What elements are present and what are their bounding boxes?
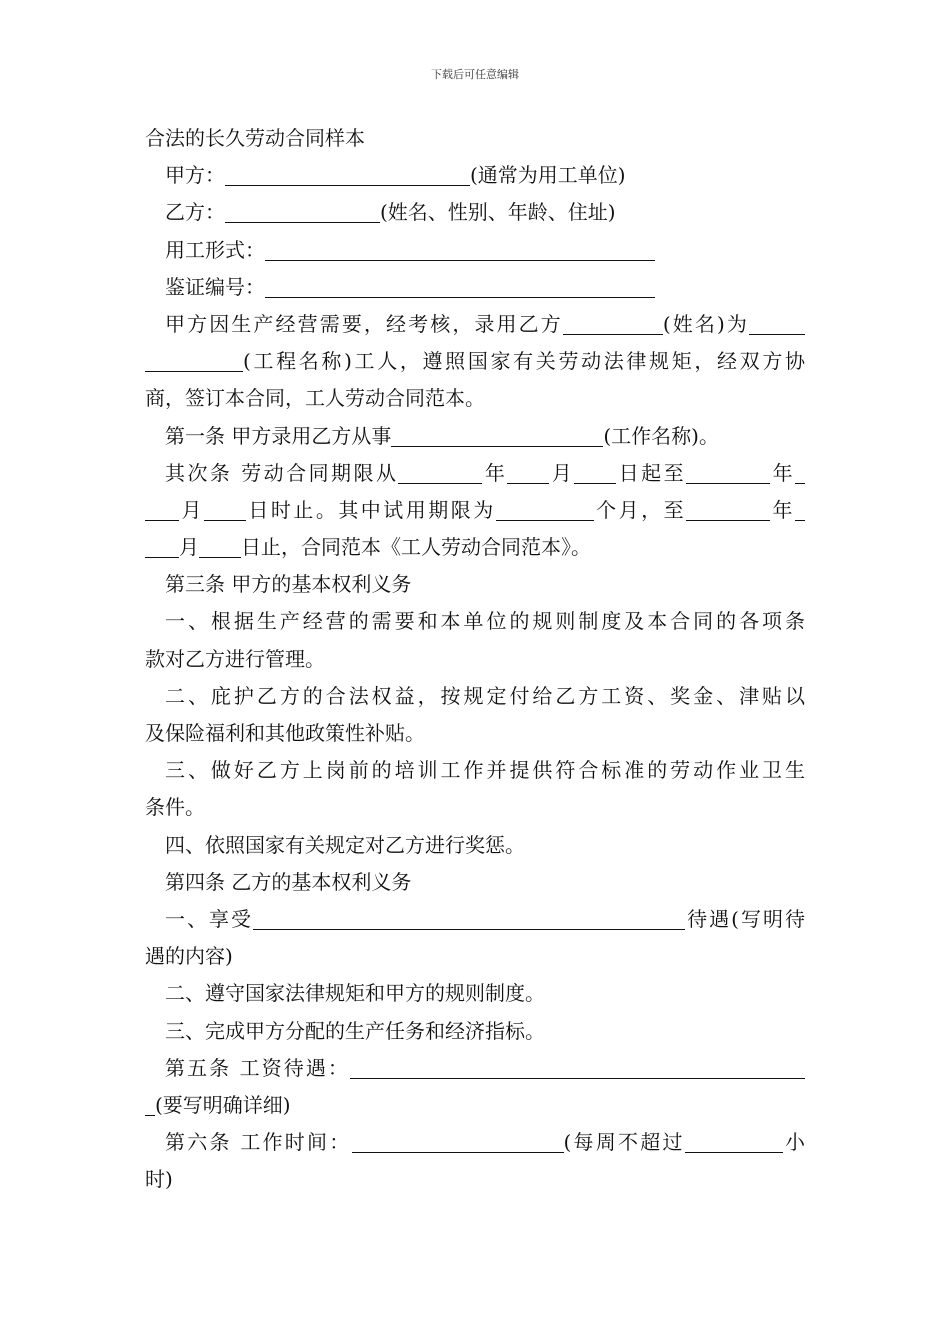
- article-1-line: [145, 418, 805, 455]
- article-3-item-1a: 一、根据生产经营的需要和本单位的规则制度及本合同的各项条: [165, 609, 805, 634]
- end-month-blank-a[interactable]: [795, 461, 805, 484]
- party-b-blank[interactable]: [225, 200, 380, 223]
- benefits-blank[interactable]: [253, 907, 685, 930]
- employment-form-line: [145, 232, 805, 269]
- probation-end-day-blank[interactable]: [199, 535, 241, 558]
- party-b-line: [145, 194, 805, 231]
- intro-line-2: [145, 343, 805, 380]
- article-5-label: 第五条 工资待遇：: [165, 1055, 350, 1080]
- party-b-note: (姓名、性别、年龄、住址): [380, 200, 616, 225]
- article-4-item-3: 三、完成甲方分配的生产任务和经济指标。: [165, 1018, 545, 1043]
- article-4-item-1a: [145, 901, 805, 938]
- article-1-note: (工作名称)。: [603, 423, 719, 448]
- year-label: 年: [770, 497, 796, 522]
- article-2-line-2: [145, 492, 805, 529]
- intro-text-3: (工程名称)工人，遵照国家有关劳动法律规矩，经双方协: [243, 349, 805, 374]
- project-name-blank-a[interactable]: [749, 312, 805, 335]
- article-4-item-1-post: 待遇(写明待: [685, 906, 805, 931]
- article-3-item-1b: 款对乙方进行管理。: [145, 646, 325, 671]
- article-3-item-2b: 及保险福利和其他政策性补贴。: [145, 721, 425, 745]
- intro-text-2: (姓名)为: [662, 311, 750, 336]
- article-5-note: (要写明确详细): [155, 1092, 291, 1117]
- party-a-line: [145, 157, 805, 194]
- year-label: 年: [770, 460, 796, 485]
- probation-months-blank[interactable]: [496, 498, 594, 521]
- article-1-text: 第一条 甲方录用乙方从事: [165, 423, 392, 448]
- article-5-line-1: [145, 1050, 805, 1087]
- month-label: 月: [549, 460, 575, 485]
- article-6-label: 第六条 工作时间：: [165, 1130, 352, 1155]
- party-a-note: (通常为用工单位): [470, 163, 626, 188]
- party-a-blank[interactable]: [225, 163, 470, 186]
- verification-no-blank[interactable]: [265, 275, 655, 298]
- article-3-item-3a: 三、做好乙方上岗前的培训工作并提供符合标准的劳动作业卫生: [165, 758, 805, 783]
- weekly-hours-blank[interactable]: [685, 1130, 783, 1153]
- article-6-note: (每周不超过: [563, 1130, 685, 1155]
- end-month-blank-b[interactable]: [145, 498, 179, 521]
- verification-no-line: [145, 269, 805, 306]
- probation-end-year-blank[interactable]: [686, 498, 770, 521]
- intro-text-1: 甲方因生产经营需要，经考核，录用乙方: [165, 311, 563, 336]
- wage-blank-a[interactable]: [350, 1056, 805, 1079]
- article-6-unit: 小: [782, 1130, 805, 1155]
- intro-line-1: [145, 306, 805, 343]
- article-3-item-2a: 二、庇护乙方的合法权益，按规定付给乙方工资、奖金、津贴以: [165, 683, 805, 708]
- wage-blank-b[interactable]: [145, 1093, 155, 1116]
- article-3-heading: 第三条 甲方的基本权利义务: [165, 572, 412, 597]
- document-title: 合法的长久劳动合同样本: [145, 126, 365, 150]
- day-until-label: 日时止。其中试用期限为: [245, 497, 496, 522]
- contract-body: [145, 120, 805, 1198]
- article-4-heading: 第四条 乙方的基本权利义务: [165, 869, 412, 894]
- article-6-line-2: 时): [145, 1167, 173, 1192]
- article-3-item-4: 四、依照国家有关规定对乙方进行奖惩。: [165, 832, 525, 857]
- probation-end-month-blank-b[interactable]: [145, 535, 179, 558]
- end-year-blank[interactable]: [686, 461, 770, 484]
- day-from-label: 日起至: [616, 460, 687, 485]
- day-end-label: 日止，合同范本《工人劳动合同范本》。: [241, 535, 591, 560]
- party-a-label: 甲方：: [165, 163, 225, 188]
- start-year-blank[interactable]: [398, 461, 482, 484]
- project-name-blank-b[interactable]: [145, 349, 243, 372]
- month-label: 月: [179, 497, 204, 522]
- start-month-blank[interactable]: [507, 461, 549, 484]
- article-2-line-3: [145, 529, 805, 566]
- article-4-item-1b: 遇的内容): [145, 944, 233, 969]
- work-time-blank[interactable]: [352, 1130, 564, 1153]
- article-2-text: 其次条 劳动合同期限从: [165, 460, 399, 485]
- job-name-blank[interactable]: [391, 424, 603, 447]
- article-2-line-1: [145, 455, 805, 492]
- article-4-item-2: 二、遵守国家法律规矩和甲方的规则制度。: [165, 981, 545, 1006]
- article-4-item-1-pre: 一、享受: [165, 906, 254, 931]
- page-header: 下载后可任意编辑: [431, 68, 519, 81]
- article-5-line-2: [145, 1087, 805, 1124]
- intro-line-3: 商，签订本合同，工人劳动合同范本。: [145, 386, 485, 411]
- start-day-blank[interactable]: [574, 461, 616, 484]
- year-label: 年: [482, 460, 508, 485]
- months-label: 个月，至: [593, 497, 687, 522]
- end-day-blank[interactable]: [204, 498, 246, 521]
- article-6-line-1: [145, 1124, 805, 1161]
- employment-form-label: 用工形式：: [165, 237, 265, 262]
- verification-no-label: 鉴证编号：: [165, 274, 265, 299]
- month-label: 月: [179, 535, 199, 560]
- article-3-item-3b: 条件。: [145, 795, 205, 820]
- employment-form-blank[interactable]: [265, 238, 655, 261]
- party-b-label: 乙方：: [165, 200, 225, 225]
- employee-name-blank[interactable]: [563, 312, 663, 335]
- probation-end-month-blank-a[interactable]: [795, 498, 805, 521]
